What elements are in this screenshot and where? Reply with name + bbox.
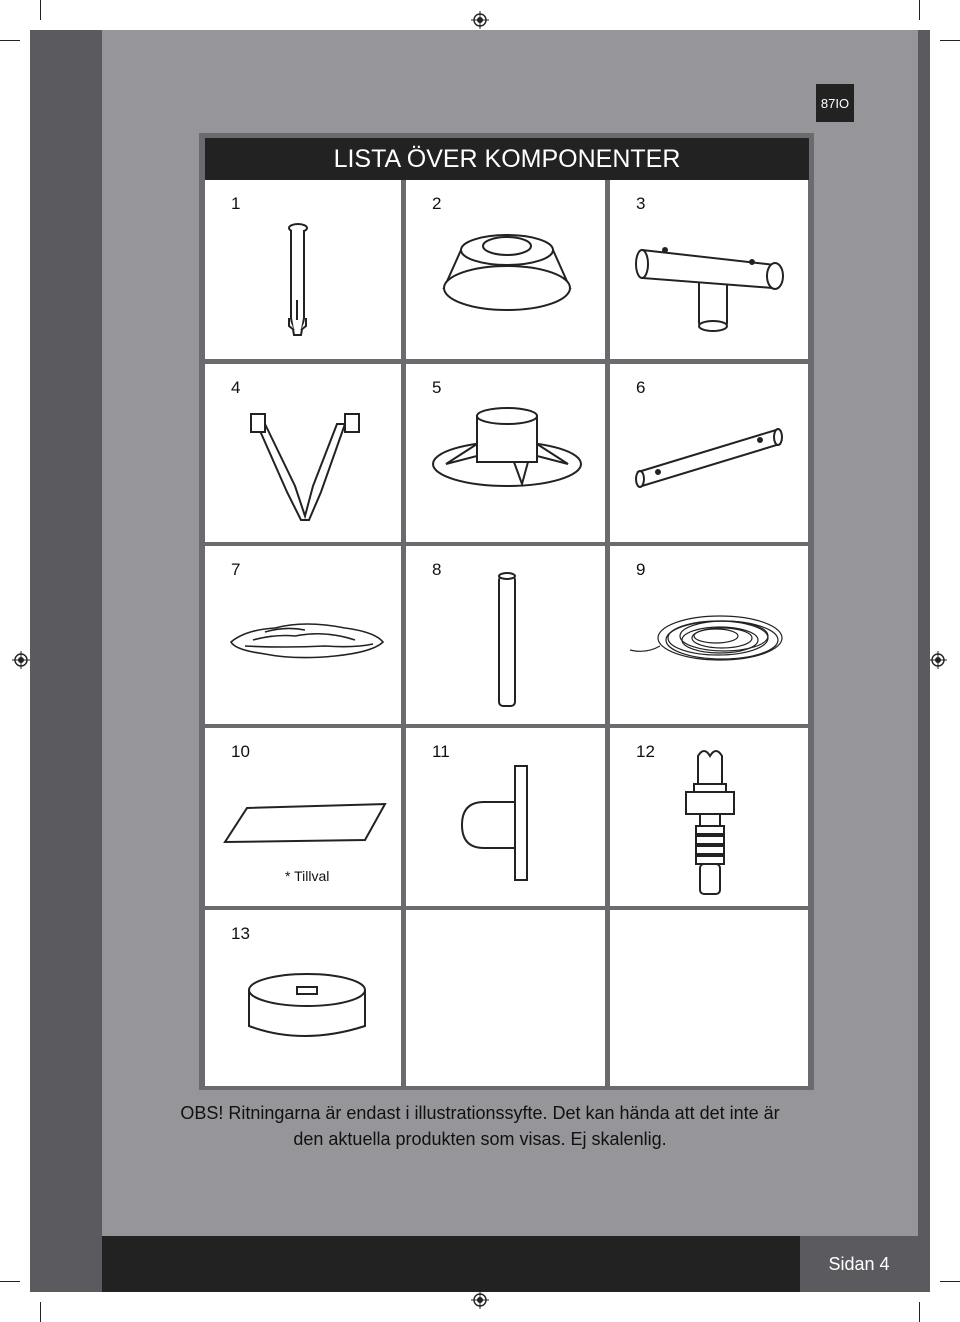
component-number: 3 (636, 194, 646, 213)
optional-note: * Tillval (285, 868, 330, 884)
pool-liner-icon (205, 546, 401, 724)
component-number: 7 (231, 560, 241, 579)
registration-mark-icon (12, 651, 30, 669)
disclaimer-line-2: den aktuella produkten som visas. Ej skalenlig. (293, 1129, 667, 1149)
disclaimer-note (150, 1100, 810, 1152)
rope-coil-icon (610, 546, 808, 724)
component-number: 9 (636, 560, 646, 579)
wall-plug-icon (406, 728, 605, 906)
component-cell-10 (205, 728, 401, 906)
crop-mark (40, 0, 41, 20)
component-number: 11 (432, 742, 450, 761)
component-number: 12 (636, 742, 655, 761)
flanged-base-icon (406, 364, 605, 542)
page-number: Sidan 4 (800, 1236, 918, 1292)
component-cell-7 (205, 546, 401, 724)
left-band (30, 30, 102, 1292)
component-cell-3 (610, 180, 808, 359)
component-cell-13 (205, 910, 401, 1086)
crop-mark (0, 1281, 20, 1282)
vertical-pole-icon (406, 546, 605, 724)
registration-mark-icon (471, 1291, 489, 1309)
crop-mark (919, 1302, 920, 1322)
component-cell-9 (610, 546, 808, 724)
footer-bar (102, 1236, 918, 1292)
t-connector-icon (610, 180, 808, 359)
v-bracket-icon (205, 364, 401, 542)
component-number: 2 (432, 194, 442, 213)
component-number: 13 (231, 924, 250, 943)
component-cell-11 (406, 728, 605, 906)
component-cell-2 (406, 180, 605, 359)
component-number: 10 (231, 742, 250, 761)
crop-mark (40, 1302, 41, 1322)
model-code-badge: 87IO (816, 84, 854, 122)
disclaimer-line-1: OBS! Ritningarna är endast i illustrationssyfte. Det kan hända att det inte är (180, 1103, 780, 1123)
horizontal-pole-icon (610, 364, 808, 542)
crop-mark (919, 0, 920, 20)
crop-mark (940, 40, 960, 41)
crop-mark (940, 1281, 960, 1282)
crop-mark (0, 40, 20, 41)
component-cell-4 (205, 364, 401, 542)
weight-disc-icon (205, 910, 401, 1086)
component-number: 6 (636, 378, 646, 397)
component-cell-8 (406, 546, 605, 724)
component-cell-6 (610, 364, 808, 542)
page-title: LISTA ÖVER KOMPONENTER (205, 138, 809, 180)
component-number: 4 (231, 378, 241, 397)
round-base-icon (406, 180, 605, 359)
registration-mark-icon (929, 651, 947, 669)
component-number: 8 (432, 560, 442, 579)
component-number: 1 (231, 194, 241, 213)
component-number: 5 (432, 378, 442, 397)
component-cell-5 (406, 364, 605, 542)
drain-valve-icon (610, 728, 808, 906)
right-band (918, 30, 930, 1292)
registration-mark-icon (471, 11, 489, 29)
empty-cell (610, 910, 808, 1086)
component-cell-12 (610, 728, 808, 906)
pin-icon (205, 180, 401, 359)
component-cell-1 (205, 180, 401, 359)
empty-cell (406, 910, 605, 1086)
